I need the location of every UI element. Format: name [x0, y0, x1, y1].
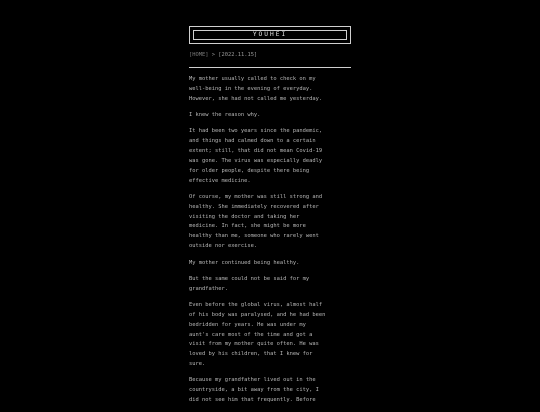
- paragraph: My mother continued being healthy.: [189, 259, 300, 266]
- paragraph: But the same could not be said for my grandfather.: [189, 275, 310, 292]
- page-container: [189, 26, 351, 412]
- paragraph: Of course, my mother was still strong and healthy. She immediately recovered after visiting the doctor and taking her medicine. In fact, she might be more healthy than me, someone who rarely went outside nor exercise.: [189, 193, 323, 250]
- paragraph: It had been two years since the pandemic, and things had calmed down to a certain extent; still, that did not mean Covid-19 was gone. The virus was especially deadly for older people, despite there being effective medicine.: [189, 128, 323, 184]
- paragraph: I knew the reason why.: [189, 112, 261, 119]
- breadcrumb-current: [2022.11.15]: [218, 52, 258, 58]
- paragraph: Because my grandfather lived out in the countryside, a bit away from the city, I did not see him that frequently. Before: [189, 377, 319, 404]
- header-divider: [189, 67, 351, 68]
- paragraph: My mother usually called to check on my well-being in the evening of everyday. However, she had not called me yesterday.: [189, 76, 323, 102]
- article-body: [189, 75, 351, 406]
- breadcrumb-separator: >: [211, 52, 215, 58]
- breadcrumb: [189, 51, 351, 59]
- paragraph: Even before the global virus, almost half of his body was paralysed, and he had been bedridden for years. He was under my aunt's care most of the time and got a visit from my mother quite often. He was loved by his children, that I knew for sure.: [189, 302, 326, 368]
- site-title[interactable]: YOUHEI: [189, 26, 351, 44]
- breadcrumb-home-link[interactable]: [HOME]: [189, 52, 209, 58]
